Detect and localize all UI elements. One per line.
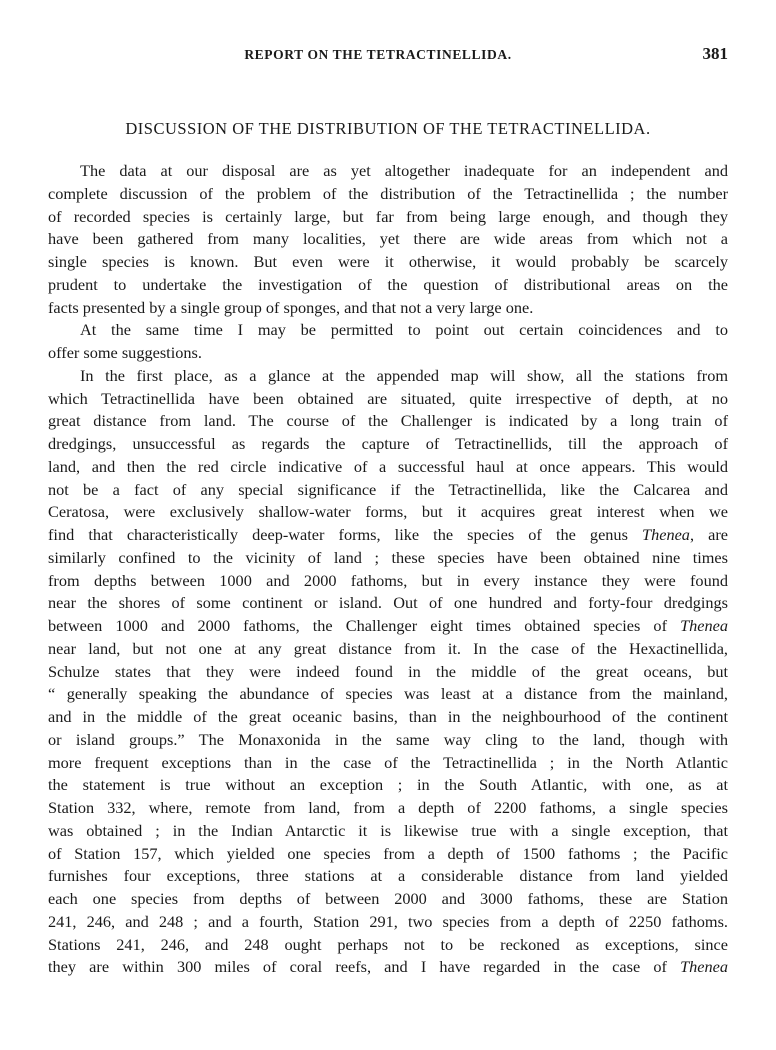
genus-name: Thenea — [642, 525, 690, 544]
text-line: complete discussion of the problem of the distribution of the Tetractinellida ; the number — [48, 183, 728, 203]
genus-name: Thenea — [680, 957, 728, 977]
text-line: of recorded species is certainly large, but far from being large enough, and though they — [48, 206, 728, 226]
text-line: similarly confined to the vicinity of land ; these species have been obtained nine times — [48, 547, 728, 567]
text-line: great distance from land. The course of the Challenger is indicated by a long train of — [48, 411, 728, 431]
running-header — [48, 44, 728, 68]
text-line: each one species from depths of between 2000 and 3000 fathoms, these are Station — [48, 889, 728, 908]
text-line: from depths between 1000 and 2000 fathoms, but in every instance they were found — [48, 570, 728, 590]
text-line: At the same time I may be permitted to point out certain coincidences and to — [80, 320, 728, 340]
text-line: Stations 241, 246, and 248 ought perhaps not to be reckoned as exceptions, since — [48, 934, 728, 954]
text-line: The data at our disposal are as yet altogether inadequate for an independent and — [80, 161, 728, 180]
text-line: and in the middle of the great oceanic basins, than in the neighbourhood of the continent — [48, 707, 728, 726]
text-line: Ceratosa, were exclusively shallow-water forms, but it acquires great interest when we — [48, 502, 728, 522]
text-line: Schulze states that they were indeed found in the middle of the great oceans, but — [48, 661, 728, 681]
text-line: or island groups.” The Monaxonida in the same way cling to the land, though with — [48, 729, 728, 749]
text-line: which Tetractinellida have been obtained are situated, quite irrespective of depth, at no — [48, 388, 728, 408]
text-line: they are within 300 miles of coral reefs, and I have regarded in the case of Thenea — [48, 957, 728, 977]
running-title: REPORT ON THE TETRACTINELLIDA. — [244, 47, 512, 62]
text-line: was obtained ; in the Indian Antarctic it is likewise true with a single exception, that — [48, 820, 728, 840]
text-line: the statement is true without an exception ; in the South Atlantic, with one, as at — [48, 775, 728, 795]
text-line: dredgings, unsuccessful as regards the capture of Tetractinellids, till the approach of — [48, 434, 728, 453]
text-line: In the first place, as a glance at the appended map will show, all the stations from — [80, 365, 728, 385]
text-line: of Station 157, which yielded one species from a depth of 1500 fathoms ; the Pacific — [48, 843, 728, 863]
text-line: prudent to undertake the investigation of the question of distributional areas on the — [48, 274, 728, 294]
section-heading: DISCUSSION OF THE DISTRIBUTION OF THE TETRACTINELLIDA. — [125, 119, 651, 138]
text-line: near land, but not one at any great distance from it. In the case of the Hexactinellida, — [48, 638, 728, 658]
text-line: have been gathered from many localities, yet there are wide areas from which not a — [48, 229, 728, 249]
text-line: more frequent exceptions than in the case of the Tetractinellida ; in the North Atlantic — [48, 752, 728, 772]
text-line: not be a fact of any special significance if the Tetractinellida, like the Calcarea and — [48, 479, 728, 499]
text-line: find that characteristically deep-water forms, like the species of the genus Thenea, are — [48, 525, 728, 544]
text-line: 241, 246, and 248 ; and a fourth, Station 291, two species from a depth of 2250 fathoms. — [48, 911, 728, 931]
text-line: single species is known. But even were it otherwise, it would probably be scarcely — [48, 252, 728, 271]
page-number: 381 — [702, 44, 728, 63]
body-text — [48, 160, 728, 979]
text-line: offer some suggestions. — [48, 343, 202, 362]
text-line: facts presented by a single group of sponges, and that not a very large one. — [48, 297, 534, 317]
text-line: land, and then the red circle indicative of a successful haul at once appears. This would — [48, 456, 728, 476]
text-line: “ generally speaking the abundance of species was least at a distance from the mainland, — [48, 684, 728, 704]
text-line: Station 332, where, remote from land, from a depth of 2200 fathoms, a single species — [48, 798, 728, 817]
genus-name: Thenea — [680, 616, 728, 635]
text-line: between 1000 and 2000 fathoms, the Challenger eight times obtained species of Thenea — [48, 616, 728, 635]
text-line: near the shores of some continent or island. Out of one hundred and forty-four dredgings — [48, 593, 728, 613]
text-line: furnishes four exceptions, three stations at a considerable distance from land yielded — [48, 866, 728, 886]
